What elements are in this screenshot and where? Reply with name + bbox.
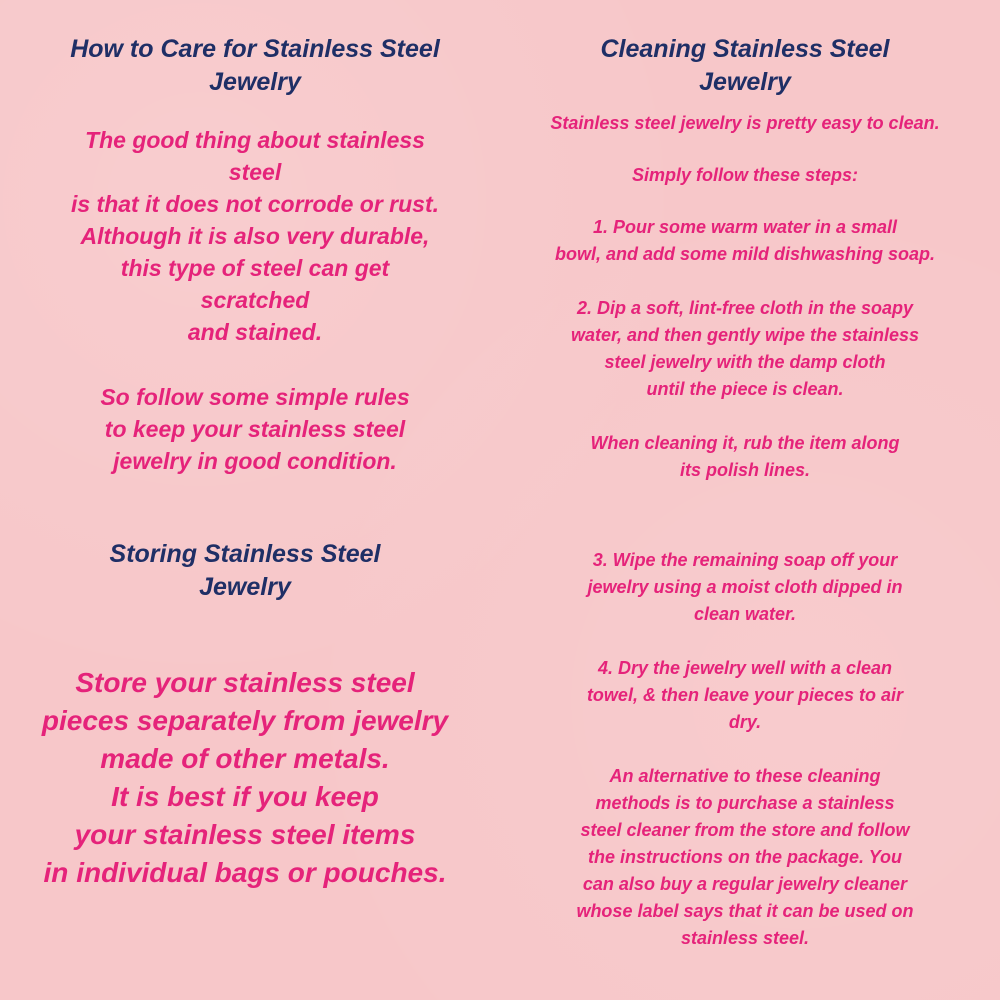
cleaning-steps-part-1	[505, 214, 985, 484]
step-2-line: steel jewelry with the damp cloth	[604, 352, 886, 372]
alternative-line: whose label says that it can be used on	[576, 901, 914, 921]
care-intro-line: Although it is also very durable,	[80, 223, 430, 249]
care-rules-line: to keep your stainless steel	[104, 416, 406, 442]
care-intro-line: The good thing about stainless	[85, 127, 425, 153]
step-1-line: 1. Pour some warm water in a small	[592, 217, 898, 237]
care-heading-line-2: Jewelry	[209, 67, 301, 96]
storing-line: Store your stainless steel	[75, 667, 415, 698]
storing-line: made of other metals.	[100, 743, 390, 774]
cleaning-intro	[505, 110, 985, 188]
storing-line: pieces separately from jewelry	[41, 705, 449, 736]
care-rules-line: jewelry in good condition.	[113, 448, 397, 474]
step-3-line: clean water.	[693, 604, 797, 624]
step-2-line: water, and then gently wipe the stainless	[570, 325, 920, 345]
alternative-line: can also buy a regular jewelry cleaner	[582, 874, 908, 894]
cleaning-heading	[505, 33, 985, 98]
alternative-line: the instructions on the package. You	[587, 847, 903, 867]
storing-heading	[20, 538, 470, 603]
cleaning-steps-part-2	[505, 547, 985, 952]
cleaning-heading-line-2: Jewelry	[699, 67, 791, 96]
care-rules-paragraph	[20, 381, 490, 477]
step-3-line: jewelry using a moist cloth dipped in	[587, 577, 903, 597]
storing-heading-line-2: Jewelry	[199, 572, 291, 601]
step-2-line: 2. Dip a soft, lint-free cloth in the soapy	[576, 298, 914, 318]
cleaning-heading-line-1: Cleaning Stainless Steel	[600, 35, 890, 63]
step-2-line: until the piece is clean.	[646, 379, 844, 399]
step-1-line: bowl, and add some mild dishwashing soap.	[554, 244, 936, 264]
polish-line: its polish lines.	[679, 460, 811, 480]
care-rules-line: So follow some simple rules	[100, 384, 410, 410]
care-intro-paragraph	[20, 124, 490, 348]
care-intro-line: scratched	[200, 287, 310, 313]
care-intro-line: and stained.	[187, 319, 323, 345]
care-intro-line: steel	[228, 159, 282, 185]
storing-heading-line-1: Storing Stainless Steel	[109, 540, 381, 568]
step-4-line: dry.	[728, 712, 762, 732]
alternative-line: steel cleaner from the store and follow	[580, 820, 910, 840]
polish-line: When cleaning it, rub the item along	[590, 433, 900, 453]
alternative-line: An alternative to these cleaning	[609, 766, 881, 786]
storing-line: It is best if you keep	[111, 781, 379, 812]
care-heading-line-1: How to Care for Stainless Steel	[70, 35, 440, 63]
care-heading	[20, 33, 490, 98]
cleaning-follow-text: Simply follow these steps:	[631, 165, 859, 185]
alternative-line: methods is to purchase a stainless	[595, 793, 895, 813]
care-intro-line: is that it does not corrode or rust.	[70, 191, 440, 217]
storing-line: in individual bags or pouches.	[43, 857, 447, 888]
storing-line: your stainless steel items	[74, 819, 416, 850]
cleaning-intro-text: Stainless steel jewelry is pretty easy to clean.	[550, 113, 940, 133]
step-4-line: 4. Dry the jewelry well with a clean	[597, 658, 893, 678]
step-3-line: 3. Wipe the remaining soap off your	[592, 550, 898, 570]
alternative-line: stainless steel.	[680, 928, 810, 948]
storing-paragraph	[10, 664, 480, 892]
care-intro-line: this type of steel can get	[120, 255, 390, 281]
step-4-line: towel, & then leave your pieces to air	[586, 685, 904, 705]
